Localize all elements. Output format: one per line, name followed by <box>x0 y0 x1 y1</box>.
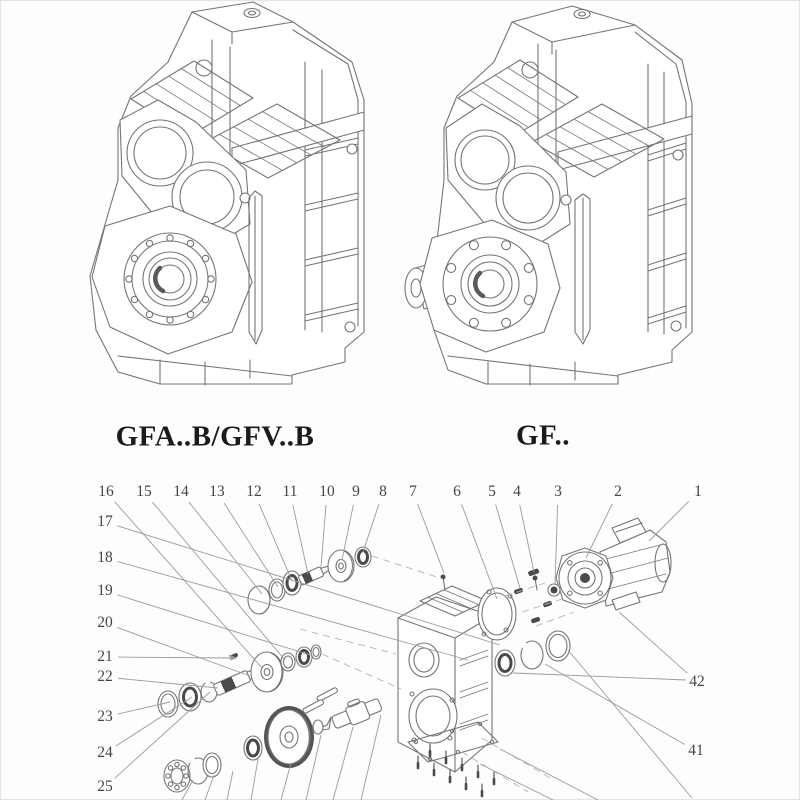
part-number-8: 8 <box>379 483 387 500</box>
part-number-41: 41 <box>688 742 704 759</box>
part-number-1: 1 <box>694 483 702 500</box>
leader-line <box>152 502 284 659</box>
leader-line <box>333 727 353 800</box>
caption-left-model: GFA..B/GFV..B <box>115 420 315 453</box>
leader-line <box>545 664 685 745</box>
part-number-10: 10 <box>319 483 335 500</box>
part-number-24: 24 <box>97 744 113 761</box>
leader-line <box>117 627 250 676</box>
leader-line <box>116 697 192 746</box>
leader-line <box>462 504 497 599</box>
leader-line <box>418 504 444 573</box>
leader-line <box>342 505 353 560</box>
leader-line <box>182 780 193 800</box>
alignment-dash-line <box>505 583 545 596</box>
leader-line <box>619 612 687 673</box>
part-number-16: 16 <box>98 483 114 500</box>
part-number-22: 22 <box>97 668 113 685</box>
alignment-dash-line <box>482 738 552 779</box>
part-number-25: 25 <box>97 778 113 795</box>
alignment-dash-line <box>300 629 396 654</box>
leader-line <box>224 503 278 587</box>
part-number-20: 20 <box>97 614 113 631</box>
caption-right-model: GF.. <box>515 419 571 452</box>
leader-line <box>227 771 233 800</box>
part-number-6: 6 <box>453 483 461 500</box>
leader-line <box>513 673 686 680</box>
part-number-7: 7 <box>409 483 417 500</box>
part-number-23: 23 <box>97 708 113 725</box>
leader-line <box>496 504 520 588</box>
alignment-dash-line <box>372 556 443 579</box>
leader-line <box>586 504 612 558</box>
part-number-4: 4 <box>513 483 521 500</box>
leader-line <box>555 505 558 584</box>
part-number-21: 21 <box>97 648 113 665</box>
leader-line <box>118 562 468 660</box>
leader-line <box>115 692 210 778</box>
leader-line <box>281 763 291 800</box>
leader-line <box>205 775 214 800</box>
part-number-9: 9 <box>352 483 360 500</box>
part-number-17: 17 <box>97 513 113 530</box>
leader-line <box>480 764 553 800</box>
leader-line <box>306 735 321 800</box>
leader-line <box>363 504 379 552</box>
leader-line <box>115 502 262 668</box>
part-number-15: 15 <box>136 483 152 500</box>
alignment-dash-line <box>522 599 562 612</box>
leader-line <box>117 595 310 655</box>
leader-line <box>568 650 692 798</box>
leader-line <box>321 505 326 567</box>
leader-line <box>649 501 689 541</box>
leader-line <box>118 657 235 658</box>
part-number-19: 19 <box>97 582 113 599</box>
leader-line <box>361 715 381 800</box>
leader-line <box>117 526 500 645</box>
part-number-3: 3 <box>554 483 562 500</box>
leader-line <box>118 678 218 688</box>
part-number-12: 12 <box>246 483 262 500</box>
part-number-14: 14 <box>173 483 189 500</box>
leader-line <box>189 502 262 594</box>
alignment-dash-line <box>536 612 574 626</box>
part-number-5: 5 <box>488 483 496 500</box>
part-number-11: 11 <box>282 483 298 500</box>
leader-line <box>259 504 292 581</box>
leader-line <box>118 702 170 714</box>
leader-line <box>520 505 534 572</box>
alignment-dash-line <box>322 654 401 689</box>
leader-line <box>293 505 308 574</box>
part-number-2: 2 <box>614 483 622 500</box>
part-number-18: 18 <box>97 549 113 566</box>
part-number-13: 13 <box>209 483 225 500</box>
leader-line <box>251 759 258 800</box>
part-number-42: 42 <box>689 673 705 690</box>
